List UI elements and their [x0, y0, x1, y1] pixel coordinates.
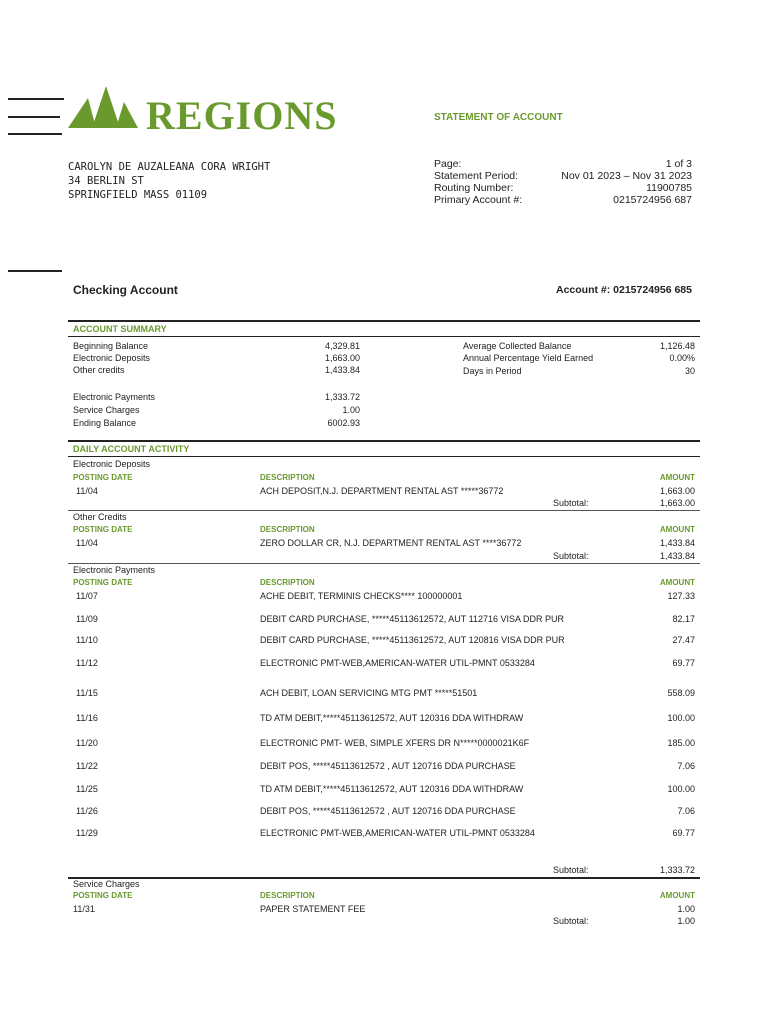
summary-label: Electronic Deposits [73, 353, 151, 363]
activity-section-name: Electronic Payments [73, 565, 156, 575]
tx-amount: 27.47 [672, 635, 695, 645]
summary-label: Ending Balance [73, 418, 137, 428]
statement-title: STATEMENT OF ACCOUNT [434, 112, 563, 123]
summary-label: Other credits [73, 365, 125, 375]
section-rule [68, 440, 700, 442]
col-description: DESCRIPTION [260, 473, 315, 482]
tx-date: 11/26 [76, 806, 98, 816]
tx-amount: 1,663.00 [659, 486, 695, 496]
col-description: DESCRIPTION [260, 891, 315, 900]
subtotal-label: Subtotal: [553, 916, 589, 926]
subtotal-label: Subtotal: [553, 498, 589, 508]
summary-value: 0.00% [669, 353, 695, 363]
tx-date: 11/20 [76, 738, 98, 748]
meta-value: Nov 01 2023 – Nov 31 2023 [561, 170, 692, 182]
tx-description: ELECTRONIC PMT- WEB, SIMPLE XFERS DR N*****0000021K6F [260, 738, 530, 748]
tx-date: 11/10 [76, 635, 98, 645]
subtotal-value: 1.00 [677, 916, 695, 926]
meta-label: Page: [434, 158, 462, 170]
meta-value: 11900785 [646, 182, 692, 194]
summary-label: Service Charges [73, 405, 140, 415]
meta-label: Statement Period: [434, 170, 519, 182]
tx-amount: 82.17 [672, 614, 695, 624]
summary-value: 30 [684, 366, 695, 376]
summary-value: 1,333.72 [324, 392, 360, 402]
section-rule [68, 320, 700, 322]
tx-date: 11/25 [76, 784, 98, 794]
col-posting-date: POSTING DATE [73, 525, 133, 534]
tx-amount: 1.00 [677, 904, 695, 914]
tx-amount: 127.33 [667, 591, 695, 601]
col-amount: AMOUNT [659, 525, 695, 534]
tx-date: 11/29 [76, 828, 98, 838]
tx-amount: 69.77 [672, 828, 695, 838]
col-amount: AMOUNT [659, 578, 695, 587]
account-number: Account #: 0215724956 685 [555, 284, 692, 296]
col-amount: AMOUNT [659, 473, 695, 482]
col-posting-date: POSTING DATE [73, 473, 133, 482]
subtotal-value: 1,433.84 [659, 551, 695, 561]
col-posting-date: POSTING DATE [73, 578, 133, 587]
col-description: DESCRIPTION [260, 525, 315, 534]
tx-description: ZERO DOLLAR CR, N.J. DEPARTMENT RENTAL AST ****36772 [260, 538, 522, 548]
section-rule [68, 456, 700, 457]
customer-name: CAROLYN DE AUZALEANA CORA WRIGHT [68, 161, 271, 173]
account-type-heading: Checking Account [73, 283, 178, 297]
tx-date: 11/09 [76, 614, 98, 624]
tx-amount: 7.06 [677, 761, 695, 771]
meta-label: Primary Account #: [434, 194, 523, 206]
summary-value: 1,126.48 [659, 341, 695, 351]
tx-description: ACHE DEBIT, TERMINIS CHECKS**** 100000001 [260, 591, 463, 601]
subtotal-label: Subtotal: [553, 865, 589, 875]
tx-description: DEBIT CARD PURCHASE, *****45113612572, AUT 112716 VISA DDR PUR [260, 614, 564, 624]
activity-section-name: Electronic Deposits [73, 459, 151, 469]
section-rule [68, 336, 700, 337]
activity-section-name: Other Credits [73, 512, 127, 522]
daily-activity-title: DAILY ACCOUNT ACTIVITY [73, 444, 190, 454]
section-rule [68, 563, 700, 564]
tx-description: TD ATM DEBIT,*****45113612572, AUT 120316 DDA WITHDRAW [260, 713, 524, 723]
meta-value: 1 of 3 [665, 158, 692, 170]
margin-rule [8, 98, 64, 100]
summary-label: Average Collected Balance [463, 341, 572, 351]
customer-city: SPRINGFIELD MASS 01109 [68, 189, 208, 201]
tx-date: 11/22 [76, 761, 98, 771]
tx-date: 11/31 [73, 904, 95, 914]
customer-street: 34 BERLIN ST [68, 175, 144, 187]
tx-description: DEBIT CARD PURCHASE, *****45113612572, AUT 120816 VISA DDR PUR [260, 635, 565, 645]
tx-amount: 100.00 [667, 713, 695, 723]
summary-value: 4,329.81 [324, 341, 360, 351]
col-amount: AMOUNT [659, 891, 695, 900]
tx-date: 11/16 [76, 713, 98, 723]
tx-date: 11/04 [76, 486, 98, 496]
account-summary-title: ACCOUNT SUMMARY [73, 324, 167, 334]
margin-rule [8, 270, 62, 272]
tx-amount: 558.09 [667, 688, 695, 698]
summary-label: Beginning Balance [73, 341, 149, 351]
summary-label: Annual Percentage Yield Earned [463, 353, 594, 363]
tx-amount: 69.77 [672, 658, 695, 668]
tx-date: 11/12 [76, 658, 98, 668]
tx-amount: 100.00 [667, 784, 695, 794]
tx-date: 11/04 [76, 538, 98, 548]
summary-label: Electronic Payments [73, 392, 156, 402]
tx-description: ELECTRONIC PMT-WEB,AMERICAN-WATER UTIL-PMNT 0533284 [260, 658, 535, 668]
summary-value: 1.00 [342, 405, 360, 415]
summary-value: 1,433.84 [324, 365, 360, 375]
col-description: DESCRIPTION [260, 578, 315, 587]
col-posting-date: POSTING DATE [73, 891, 133, 900]
summary-value: 6002.93 [327, 418, 360, 428]
bank-logo-wordmark: REGIONS [146, 93, 338, 138]
tx-description: DEBIT POS, *****45113612572 , AUT 120716 DDA PURCHASE [260, 806, 516, 816]
subtotal-value: 1,663.00 [659, 498, 695, 508]
tx-description: ACH DEPOSIT,N.J. DEPARTMENT RENTAL AST *****36772 [260, 486, 504, 496]
tx-date: 11/07 [76, 591, 98, 601]
regions-triangle-logo-icon [66, 84, 140, 130]
subtotal-label: Subtotal: [553, 551, 589, 561]
tx-description: ELECTRONIC PMT-WEB,AMERICAN-WATER UTIL-PMNT 0533284 [260, 828, 535, 838]
meta-label: Routing Number: [434, 182, 514, 194]
tx-amount: 7.06 [677, 806, 695, 816]
summary-value: 1,663.00 [324, 353, 360, 363]
summary-label: Days in Period [463, 366, 522, 376]
activity-section-name: Service Charges [73, 879, 140, 889]
meta-value: 0215724956 687 [613, 194, 692, 206]
subtotal-value: 1,333.72 [659, 865, 695, 875]
margin-rule [8, 116, 60, 118]
tx-description: DEBIT POS, *****45113612572 , AUT 120716 DDA PURCHASE [260, 761, 516, 771]
tx-description: TD ATM DEBIT,*****45113612572, AUT 120316 DDA WITHDRAW [260, 784, 524, 794]
tx-date: 11/15 [76, 688, 98, 698]
tx-amount: 185.00 [667, 738, 695, 748]
tx-amount: 1,433.84 [659, 538, 695, 548]
section-rule [68, 877, 700, 879]
section-rule [68, 510, 700, 511]
tx-description: PAPER STATEMENT FEE [260, 904, 366, 914]
margin-rule [8, 133, 62, 135]
tx-description: ACH DEBIT, LOAN SERVICING MTG PMT *****51501 [260, 688, 478, 698]
